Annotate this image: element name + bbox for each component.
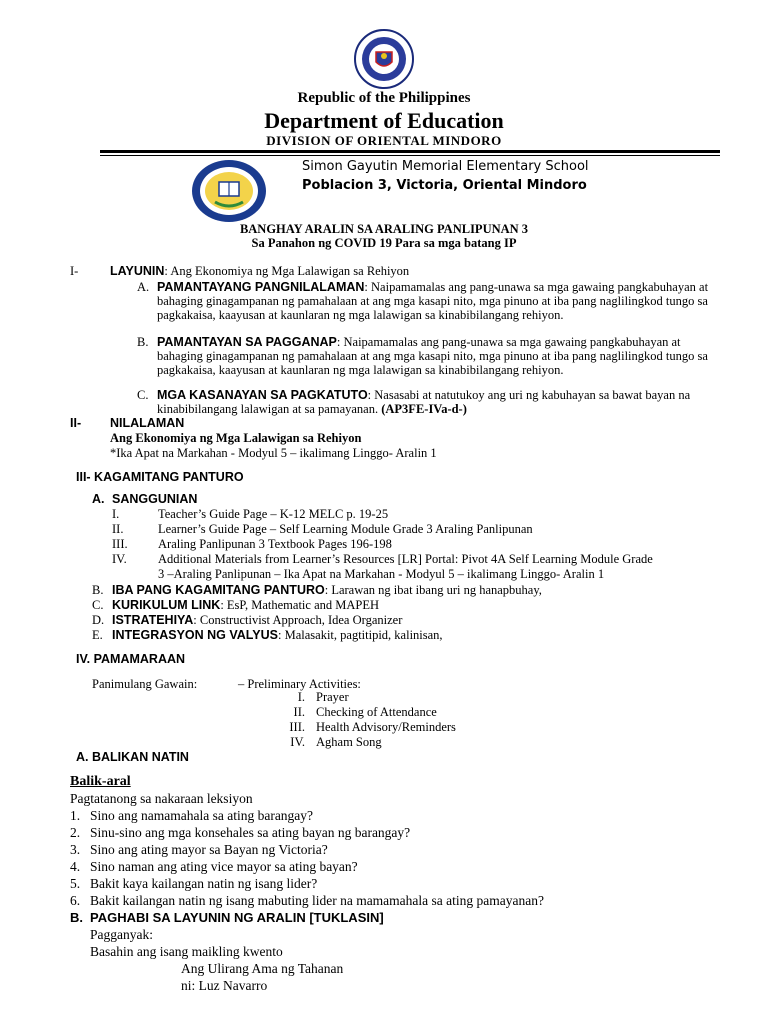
s3-item	[112, 613, 402, 628]
question-text: Sinu-sino ang mga konsehales sa ating bayan ng barangay?	[90, 825, 411, 840]
activity-text: Checking of Attendance	[316, 705, 437, 719]
s1-b-paragraph	[157, 335, 717, 377]
story-title: Ang Ulirang Ama ng Tahanan	[181, 961, 344, 976]
s3-item-letter: C.	[92, 598, 104, 612]
s3-item-label: IBA PANG KAGAMITANG PANTURO	[112, 583, 325, 597]
school-address: Poblacion 3, Victoria, Oriental Mindoro	[302, 178, 587, 193]
ref-text: Learner’s Guide Page – Self Learning Module Grade 3 Araling Panlipunan	[158, 522, 533, 536]
s1-c-code: (AP3FE-IVa-d-)	[381, 402, 467, 416]
section1-text: : Ang Ekonomiya ng Mga Lalawigan sa Rehiyon	[164, 264, 410, 278]
ref-text-continued: 3 –Araling Panlipunan – Ika Apat na Markahan - Modyul 5 – ikalimang Linggo- Aralin 1	[158, 567, 605, 581]
section2-label: NILALAMAN	[110, 416, 185, 430]
s3-item-text: : Malasakit, pagtitipid, kalinisan,	[278, 628, 443, 642]
s3-a-label: SANGGUNIAN	[112, 492, 198, 506]
s3-item-text: : Larawan ng ibat ibang uri ng hanapbuhay,	[324, 583, 542, 597]
s1-c-label: MGA KASANAYAN SA PAGKATUTO	[157, 388, 368, 402]
question-text: Bakit kailangan natin ng isang mabuting lider na mamamahala sa ating pamayanan?	[90, 893, 544, 908]
s3-item-text: : Constructivist Approach, Idea Organizer	[193, 613, 403, 627]
panimulang-label: Panimulang Gawain:	[92, 677, 198, 691]
header-rule-thin	[100, 155, 720, 156]
question-text: Sino naman ang ating vice mayor sa ating bayan?	[90, 859, 358, 874]
s1-a-text: : Naipamamalas ang pang-unawa sa mga gawaing pangkabuhayan at bahaging ginagampanan ng pamahalaan at ang mga kasapi nito, mga pinuno at iba pang naglilingkod tungo sa pagkakaisa, kaayusan at kaunlaran ng mga lalawigan sa kinabibilangang rehiyon.	[157, 280, 709, 322]
s4-b-letter: B.	[70, 910, 83, 925]
activity-text: Health Advisory/Reminders	[316, 720, 456, 734]
s1-a-label: PAMANTAYANG PANGNILALAMAN	[157, 280, 365, 294]
s1-b-label: PAMANTAYAN SA PAGGANAP	[157, 335, 337, 349]
s3-item	[112, 583, 542, 598]
republic-label: Republic of the Philippines	[297, 90, 471, 106]
question-num: 5.	[70, 876, 81, 891]
section2-topic: Ang Ekonomiya ng Mga Lalawigan sa Rehiyon	[110, 431, 362, 445]
s1-c-paragraph	[157, 388, 717, 416]
balikan-heading: A. BALIKAN NATIN	[76, 750, 189, 764]
section1-heading	[110, 264, 409, 279]
school-name: Simon Gayutin Memorial Elementary School	[302, 159, 589, 174]
s3-a-letter: A.	[92, 492, 105, 506]
s3-item	[112, 628, 443, 643]
s3-item	[112, 598, 379, 613]
ref-text: Additional Materials from Learner’s Resources [LR] Portal: Pivot 4A Self Learning Module Grade	[158, 552, 653, 566]
ref-num: II.	[112, 522, 124, 536]
question-text: Sino ang ating mayor sa Bayan ng Victoria?	[90, 842, 328, 857]
school-seal	[190, 158, 268, 224]
section4-heading: IV. PAMAMARAAN	[76, 652, 186, 666]
activity-text: Prayer	[316, 690, 349, 704]
s4-b-heading: PAGHABI SA LAYUNIN NG ARALIN [TUKLASIN]	[90, 910, 384, 925]
activity-num: III.	[289, 720, 305, 734]
section2-note: *Ika Apat na Markahan - Modyul 5 – ikalimang Linggo- Aralin 1	[110, 446, 437, 460]
pagtatanong-label: Pagtatanong sa nakaraan leksiyon	[70, 791, 253, 806]
pagganyak-label: Pagganyak:	[90, 927, 153, 942]
s1-b-letter: B.	[137, 335, 149, 349]
s3-item-letter: E.	[92, 628, 103, 642]
department-title: Department of Education	[264, 108, 504, 133]
section1-label: LAYUNIN	[110, 264, 165, 278]
header-rule-thick	[100, 150, 720, 153]
ref-text: Araling Panlipunan 3 Textbook Pages 196-198	[158, 537, 392, 551]
s3-item-label: ISTRATEHIYA	[112, 613, 194, 627]
section3-heading: III- KAGAMITANG PANTURO	[76, 470, 244, 484]
question-num: 4.	[70, 859, 81, 874]
section2-num: II-	[70, 416, 82, 430]
s1-b-text: : Naipamamalas ang pang-unawa sa mga gawaing pangkabuhayan at bahaging ginagampanan ng pamahalaan at ang mga kasapi nito, mga pinuno at iba pang naglilingkod tungo sa pagkakaisa, kaayusan at kaunlaran ng mga lalawigan sa kinabibilangang rehiyon.	[157, 335, 708, 377]
s1-c-letter: C.	[137, 388, 149, 402]
s3-item-label: INTEGRASYON NG VALYUS	[112, 628, 278, 642]
question-num: 2.	[70, 825, 81, 840]
activity-num: IV.	[290, 735, 305, 749]
question-text: Bakit kaya kailangan natin ng isang lider?	[90, 876, 318, 891]
balik-aral-label: Balik-aral	[70, 774, 131, 789]
activity-num: I.	[297, 690, 305, 704]
lesson-title: BANGHAY ARALIN SA ARALING PANLIPUNAN 3	[239, 222, 529, 236]
activity-text: Agham Song	[316, 735, 382, 749]
division-label: DIVISION OF ORIENTAL MINDORO	[266, 133, 502, 148]
question-num: 6.	[70, 893, 81, 908]
story-author: ni: Luz Navarro	[181, 978, 268, 993]
question-num: 3.	[70, 842, 81, 857]
question-num: 1.	[70, 808, 81, 823]
s3-item-label: KURIKULUM LINK	[112, 598, 221, 612]
ref-num: IV.	[112, 552, 127, 566]
s1-c-text: : Nasasabi at natutukoy ang uri ng kabuhayan sa bawat bayan na kinabibilangang lalawigan at sa pamayanan.	[157, 388, 691, 416]
s3-item-text: : EsP, Mathematic and MAPEH	[220, 598, 379, 612]
section1-num: I-	[70, 264, 79, 278]
basahin-label: Basahin ang isang maikling kwento	[90, 944, 283, 959]
s1-a-letter: A.	[137, 280, 150, 294]
lesson-subtitle: Sa Panahon ng COVID 19 Para sa mga batang IP	[251, 236, 517, 250]
s1-a-paragraph	[157, 280, 717, 322]
s3-item-letter: D.	[92, 613, 105, 627]
ref-num: III.	[112, 537, 128, 551]
ref-num: I.	[112, 507, 120, 521]
preliminary-label: – Preliminary Activities:	[238, 677, 361, 691]
deped-seal	[344, 28, 424, 90]
activity-num: II.	[293, 705, 305, 719]
ref-text: Teacher’s Guide Page – K-12 MELC p. 19-25	[158, 507, 389, 521]
s3-item-letter: B.	[92, 583, 104, 597]
question-text: Sino ang namamahala sa ating barangay?	[90, 808, 314, 823]
